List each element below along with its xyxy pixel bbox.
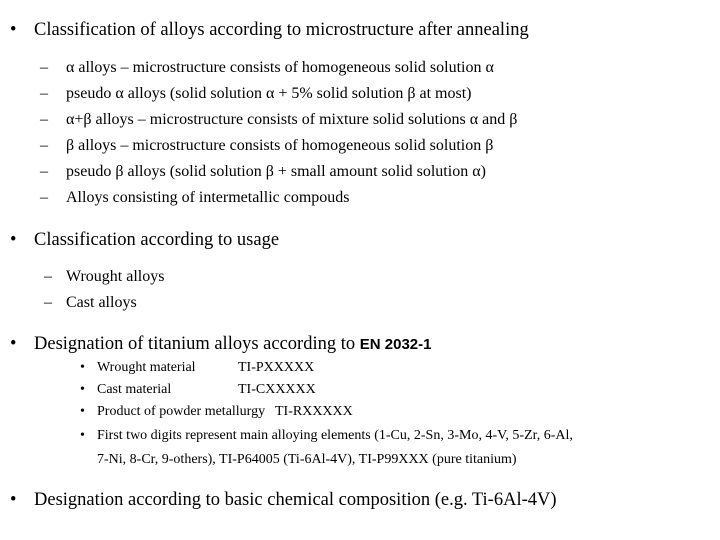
bullet: •: [80, 382, 85, 397]
bullet: •: [80, 428, 85, 443]
dash: –: [40, 137, 48, 154]
dash: –: [40, 189, 48, 206]
note-line-1: First two digits represent main alloying elements (1-Cu, 2-Sn, 3-Mo, 4-V, 5-Zr, 6-Al,: [97, 428, 573, 443]
list-item: pseudo β alloys (solid solution β + small amount solid solution α): [66, 163, 486, 180]
list-item-code: TI-CXXXXX: [238, 382, 316, 397]
bullet: •: [80, 360, 85, 375]
standard-code: EN 2032-1: [359, 336, 432, 353]
section-heading-usage: Classification according to usage: [34, 230, 280, 250]
section-heading-microstructure: Classification of alloys according to microstructure after annealing: [34, 20, 529, 40]
list-item-code: TI-PXXXXX: [238, 360, 315, 375]
list-item: β alloys – microstructure consists of homogeneous solid solution β: [66, 137, 494, 154]
note-line-2: 7-Ni, 8-Cr, 9-others), TI-P64005 (Ti-6Al-4V), TI-P99XXX (pure titanium): [97, 452, 517, 467]
bullet: •: [10, 334, 17, 354]
list-item-label: Wrought material: [97, 360, 196, 375]
bullet: •: [80, 404, 85, 419]
list-item: α alloys – microstructure consists of homogeneous solid solution α: [66, 59, 494, 76]
dash: –: [44, 294, 52, 311]
dash: –: [40, 85, 48, 102]
list-item: Wrought alloys: [66, 268, 165, 285]
list-item-label: Product of powder metallurgy: [97, 404, 266, 419]
list-item: Cast alloys: [66, 294, 137, 311]
dash: –: [44, 268, 52, 285]
list-item: α+β alloys – microstructure consists of mixture solid solutions α and β: [66, 111, 518, 128]
heading-text: Designation of titanium alloys according to: [34, 334, 360, 354]
list-item: pseudo α alloys (solid solution α + 5% solid solution β at most): [66, 85, 472, 102]
section-heading-chemical: Designation according to basic chemical composition (e.g. Ti-6Al-4V): [34, 490, 557, 510]
bullet: •: [10, 490, 17, 510]
list-item-label: Cast material: [97, 382, 172, 397]
list-item: Alloys consisting of intermetallic compouds: [66, 189, 350, 206]
section-heading-designation-en: [34, 335, 431, 354]
dash: –: [40, 111, 48, 128]
list-item-code: TI-RXXXXX: [275, 404, 353, 419]
dash: –: [40, 59, 48, 76]
dash: –: [40, 163, 48, 180]
bullet: •: [10, 230, 17, 250]
bullet: •: [10, 20, 17, 40]
